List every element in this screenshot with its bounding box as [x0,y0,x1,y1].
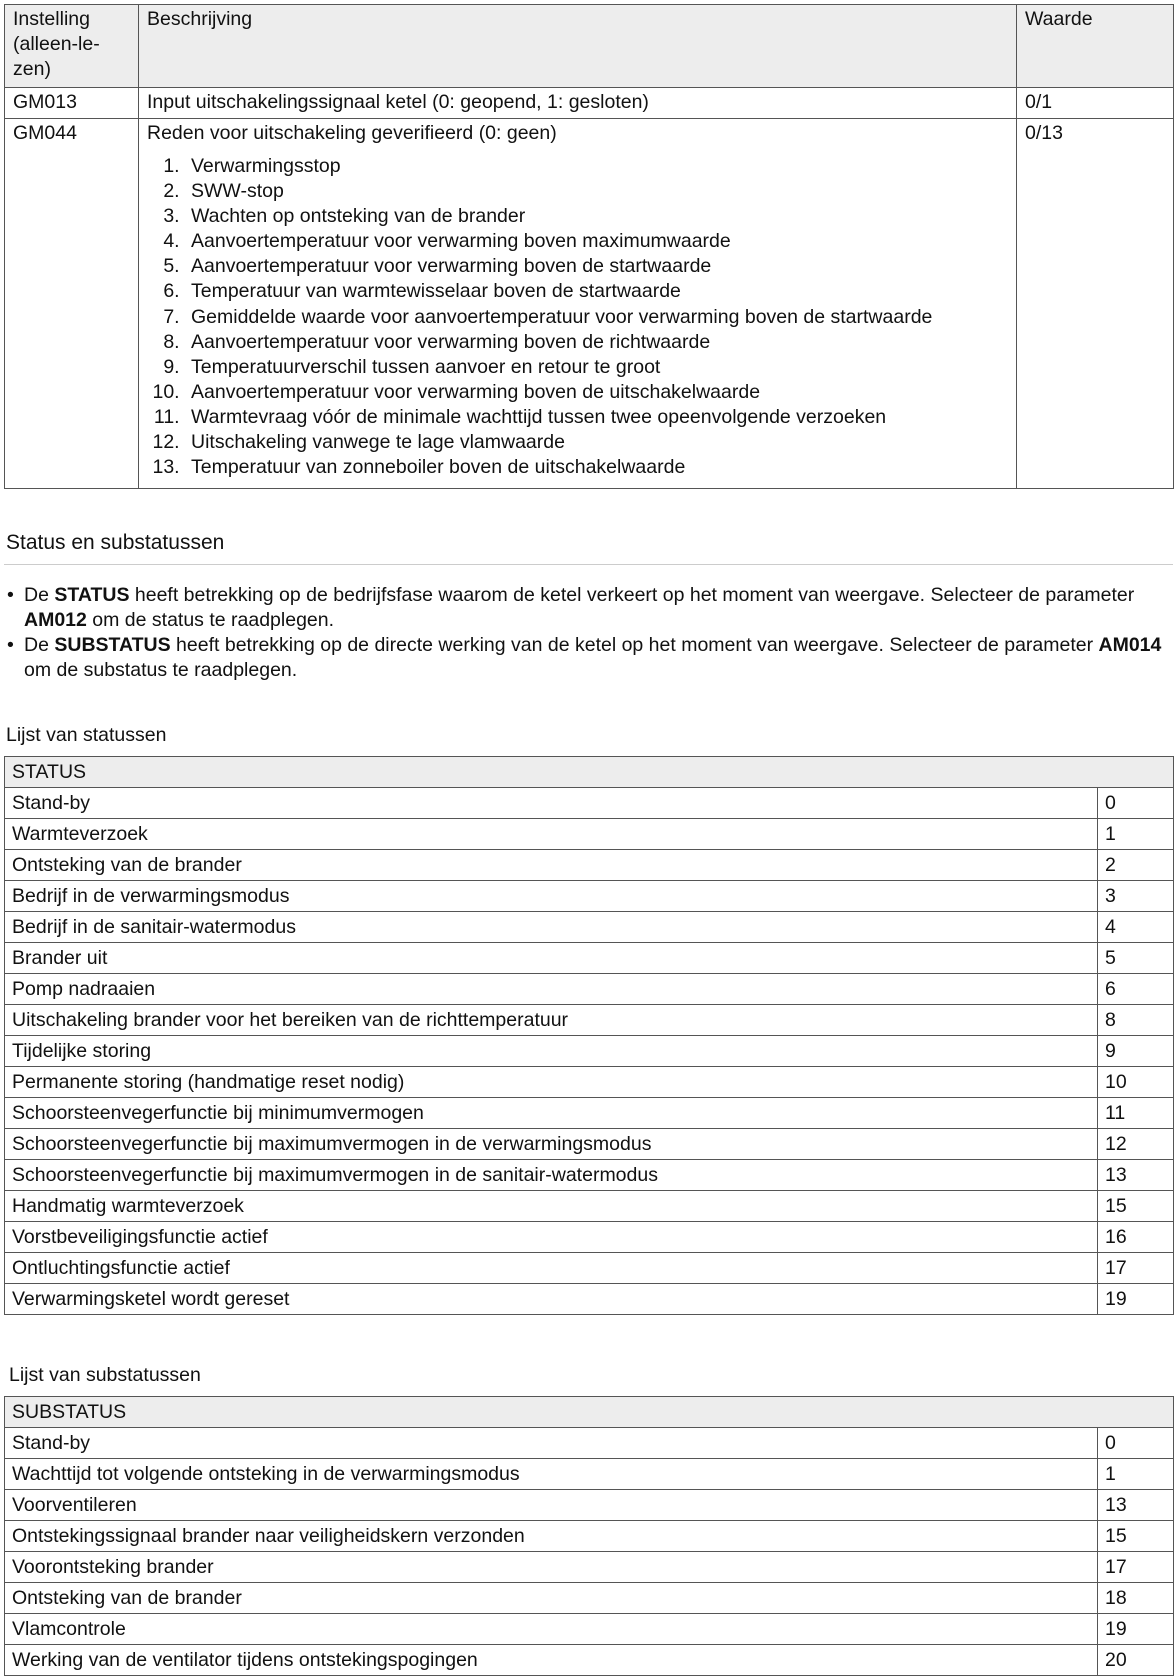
list-header-row [5,1397,1174,1428]
row-value: 12 [1098,1129,1174,1160]
table-row [5,1191,1174,1222]
list-header: SUBSTATUS [5,1397,1174,1428]
substatus-table [4,1396,1174,1676]
table-row [5,1036,1174,1067]
row-label: Ontsteking van de brander [5,1583,1098,1614]
row-label: Warmteverzoek [5,819,1098,850]
reason-item: 8. Aanvoertemperatuur voor verwarming boven de richtwaarde [185,330,1008,355]
table-row [5,1098,1174,1129]
table-row [5,1160,1174,1191]
row-value: 18 [1098,1583,1174,1614]
row-value: 13 [1098,1490,1174,1521]
row-value: 13 [1098,1160,1174,1191]
row-value: 17 [1098,1552,1174,1583]
row-value: 1 [1098,819,1174,850]
table-header-row [5,5,1174,88]
reason-item: 3. Wachten op ontsteking van de brander [185,204,1008,229]
row-label: Handmatig warmteverzoek [5,1191,1098,1222]
table-row [5,819,1174,850]
table-row [5,1552,1174,1583]
status-list-caption: Lijst van statussen [6,724,167,746]
row-value: 2 [1098,850,1174,881]
row-label: Vorstbeveiligingsfunctie actief [5,1222,1098,1253]
table-row [5,881,1174,912]
row-label: Schoorsteenvegerfunctie bij maximumvermogen in de verwarmingsmodus [5,1129,1098,1160]
param-description: Reden voor uitschakeling geverifieerd (0: geen) [147,122,557,144]
row-label: Voorontsteking brander [5,1552,1098,1583]
param-description: Input uitschakelingssignaal ketel (0: geopend, 1: gesloten) [139,88,1017,119]
row-label: Ontstekingssignaal brander naar veiligheidskern verzonden [5,1521,1098,1552]
row-value: 19 [1098,1614,1174,1645]
table-row [5,974,1174,1005]
header-description: Beschrijving [139,5,1017,88]
row-value: 5 [1098,943,1174,974]
reason-item: 13. Temperatuur van zonneboiler boven de uitschakelwaarde [185,455,1008,480]
table-row [5,1645,1174,1676]
row-label: Wachttijd tot volgende ontsteking in de verwarmingsmodus [5,1459,1098,1490]
status-table [4,756,1174,1315]
param-value: 0/13 [1017,119,1174,489]
row-label: Tijdelijke storing [5,1036,1098,1067]
row-value: 17 [1098,1253,1174,1284]
table-row [5,1583,1174,1614]
reason-item: 10. Aanvoertemperatuur voor verwarming boven de uitschakelwaarde [185,380,1008,405]
row-label: Schoorsteenvegerfunctie bij minimumvermogen [5,1098,1098,1129]
bullet-substatus: • De SUBSTATUS heeft betrekking op de directe werking van de ketel op het moment van weergave. Selecteer de parameter AM014 om de substatus te raadplegen. [24,633,1175,683]
table-row [5,1428,1174,1459]
table-row [5,1490,1174,1521]
table-row [5,1067,1174,1098]
row-label: Stand-by [5,1428,1098,1459]
reason-item: 9. Temperatuurverschil tussen aanvoer en retour te groot [185,355,1008,380]
row-value: 1 [1098,1459,1174,1490]
table-row [5,1614,1174,1645]
reason-item: 4. Aanvoertemperatuur voor verwarming boven maximumwaarde [185,229,1008,254]
substatus-list-caption: Lijst van substatussen [9,1364,201,1386]
table-row [5,1222,1174,1253]
table-row [5,850,1174,881]
bullet-status: • De STATUS heeft betrekking op de bedrijfsfase waarom de ketel verkeert op het moment van weergave. Selecteer de parameter AM012 om de status te raadplegen. [24,583,1175,633]
row-value: 9 [1098,1036,1174,1067]
row-label: Stand-by [5,788,1098,819]
row-label: Werking van de ventilator tijdens ontstekingspogingen [5,1645,1098,1676]
row-label: Bedrijf in de verwarmingsmodus [5,881,1098,912]
section-title: Status en substatussen [6,531,225,554]
reason-item: 7. Gemiddelde waarde voor aanvoertemperatuur voor verwarming boven de startwaarde [185,305,1008,330]
row-label: Vlamcontrole [5,1614,1098,1645]
row-label: Brander uit [5,943,1098,974]
row-label: Ontluchtingsfunctie actief [5,1253,1098,1284]
row-label: Ontsteking van de brander [5,850,1098,881]
table-row [5,1129,1174,1160]
table-row [5,943,1174,974]
table-row [5,1284,1174,1315]
row-label: Voorventileren [5,1490,1098,1521]
param-description-cell [139,119,1017,489]
status-explanation-list [4,583,1175,683]
reason-item: 5. Aanvoertemperatuur voor verwarming boven de startwaarde [185,254,1008,279]
row-label: Schoorsteenvegerfunctie bij maximumvermogen in de sanitair-watermodus [5,1160,1098,1191]
row-value: 11 [1098,1098,1174,1129]
row-value: 16 [1098,1222,1174,1253]
table-row [5,1521,1174,1552]
param-value: 0/1 [1017,88,1174,119]
reason-item: 1. Verwarmingsstop [185,154,1008,179]
table-row [5,912,1174,943]
table-row [5,788,1174,819]
row-value: 0 [1098,788,1174,819]
row-value: 20 [1098,1645,1174,1676]
header-value: Waarde [1017,5,1174,88]
list-header: STATUS [5,757,1174,788]
reason-list [147,154,1008,480]
row-value: 0 [1098,1428,1174,1459]
row-label: Bedrijf in de sanitair-watermodus [5,912,1098,943]
table-row [5,88,1174,119]
row-label: Uitschakeling brander voor het bereiken van de richttemperatuur [5,1005,1098,1036]
reason-item: 12. Uitschakeling vanwege te lage vlamwaarde [185,430,1008,455]
reason-item: 2. SWW-stop [185,179,1008,204]
row-label: Verwarmingsketel wordt gereset [5,1284,1098,1315]
table-row [5,119,1174,489]
param-code: GM013 [5,88,139,119]
reason-item: 6. Temperatuur van warmtewisselaar boven de startwaarde [185,279,1008,304]
row-value: 10 [1098,1067,1174,1098]
table-row [5,1005,1174,1036]
param-code: GM044 [5,119,139,489]
parameter-table [4,4,1174,489]
table-row [5,1459,1174,1490]
list-header-row [5,757,1174,788]
row-label: Permanente storing (handmatige reset nodig) [5,1067,1098,1098]
header-setting: Instelling (alleen-le- zen) [5,5,139,88]
section-divider [4,564,1173,565]
row-value: 6 [1098,974,1174,1005]
table-row [5,1253,1174,1284]
row-value: 19 [1098,1284,1174,1315]
row-value: 4 [1098,912,1174,943]
row-value: 3 [1098,881,1174,912]
row-value: 8 [1098,1005,1174,1036]
reason-item: 11. Warmtevraag vóór de minimale wachttijd tussen twee opeenvolgende verzoeken [185,405,1008,430]
row-label: Pomp nadraaien [5,974,1098,1005]
row-value: 15 [1098,1521,1174,1552]
row-value: 15 [1098,1191,1174,1222]
